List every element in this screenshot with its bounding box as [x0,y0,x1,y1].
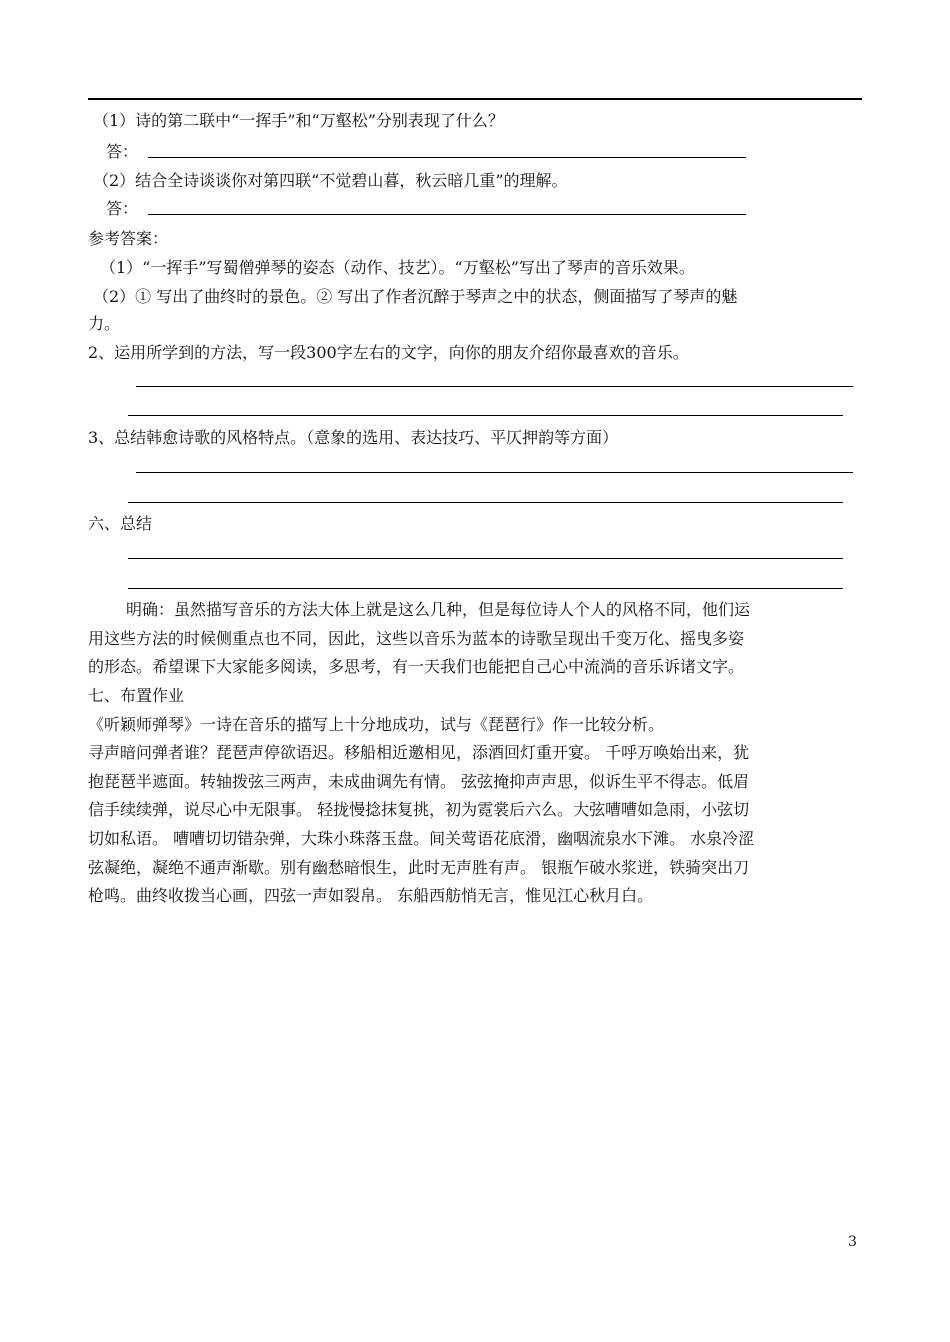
question-1: （1）诗的第二联中“一挥手”和“万壑松”分别表现了什么？ [93,111,504,130]
summary-paragraph-line: 的形态。希望课下大家能多阅读，多思考，有一天我们也能把自己心中流淌的音乐诉诸文字。 [88,657,745,676]
reference-title: 参考答案： [88,229,169,248]
reference-answer-2-line2: 力。 [88,314,121,333]
writing-line [128,415,843,416]
task-3: 3、总结韩愈诗歌的风格特点。（意象的选用、表达技巧、平仄押韵等方面） [88,428,619,447]
header-rule [88,98,862,100]
section-7-title: 七、布置作业 [88,686,185,705]
task-2: 2、运用所学到的方法，写一段300字左右的文字，向你的朋友介绍你最喜欢的音乐。 [88,343,689,362]
summary-paragraph-line: 用这些方法的时候侧重点也不同，因此，这些以音乐为蓝本的诗歌呈现出千变万化、摇曳多姿 [88,629,745,648]
assignment-text: 《听颖师弹琴》一诗在音乐的描写上十分地成功，试与《琵琶行》作一比较分析。 [88,715,665,734]
poem-line: 弦凝绝，凝绝不通声渐歇。别有幽愁暗恨生，此时无声胜有声。 银瓶乍破水浆迸，铁骑突出刀 [88,858,750,877]
writing-line [136,472,853,473]
poem-line: 抱琵琶半遮面。转轴拨弦三两声，未成曲调先有情。 弦弦掩抑声声思，似诉生平不得志。低眉 [88,772,750,791]
section-6-title: 六、总结 [88,514,153,533]
reference-answer-2-line1: （2）① 写出了曲终时的景色。② 写出了作者沉醉于琴声之中的状态，侧面描写了琴声的魅 [93,287,738,306]
answer-line-1 [148,157,746,158]
reference-answer-1: （1）“一挥手”写蜀僧弹琴的姿态（动作、技艺）。“万壑松”写出了琴声的音乐效果。 [100,258,695,277]
writing-line [128,558,843,559]
poem-line: 切如私语。 嘈嘈切切错杂弹，大珠小珠落玉盘。间关莺语花底滑，幽咽流泉水下滩。 水泉冷涩 [88,829,755,848]
answer-label-1: 答： [106,142,139,161]
answer-line-2 [148,214,746,215]
question-2: （2）结合全诗谈谈你对第四联“不觉碧山暮，秋云暗几重”的理解。 [93,171,568,190]
poem-line: 枪鸣。曲终收拨当心画，四弦一声如裂帛。 东船西舫悄无言，惟见江心秋月白。 [88,886,654,905]
poem-line: 信手续续弹，说尽心中无限事。 轻拢慢捻抹复挑，初为霓裳后六么。大弦嘈嘈如急雨，小弦切 [88,800,750,819]
answer-label-2: 答： [106,199,139,218]
page-number: 3 [848,1234,857,1250]
summary-paragraph-line: 明确：虽然描写音乐的方法大体上就是这么几种，但是每位诗人个人的风格不同，他们运 [126,600,751,619]
writing-line [136,386,853,387]
writing-line [128,502,843,503]
writing-line [128,588,843,589]
poem-line: 寻声暗问弹者谁？琵琶声停欲语迟。移船相近邀相见，添酒回灯重开宴。 千呼万唤始出来，犹 [88,743,750,762]
